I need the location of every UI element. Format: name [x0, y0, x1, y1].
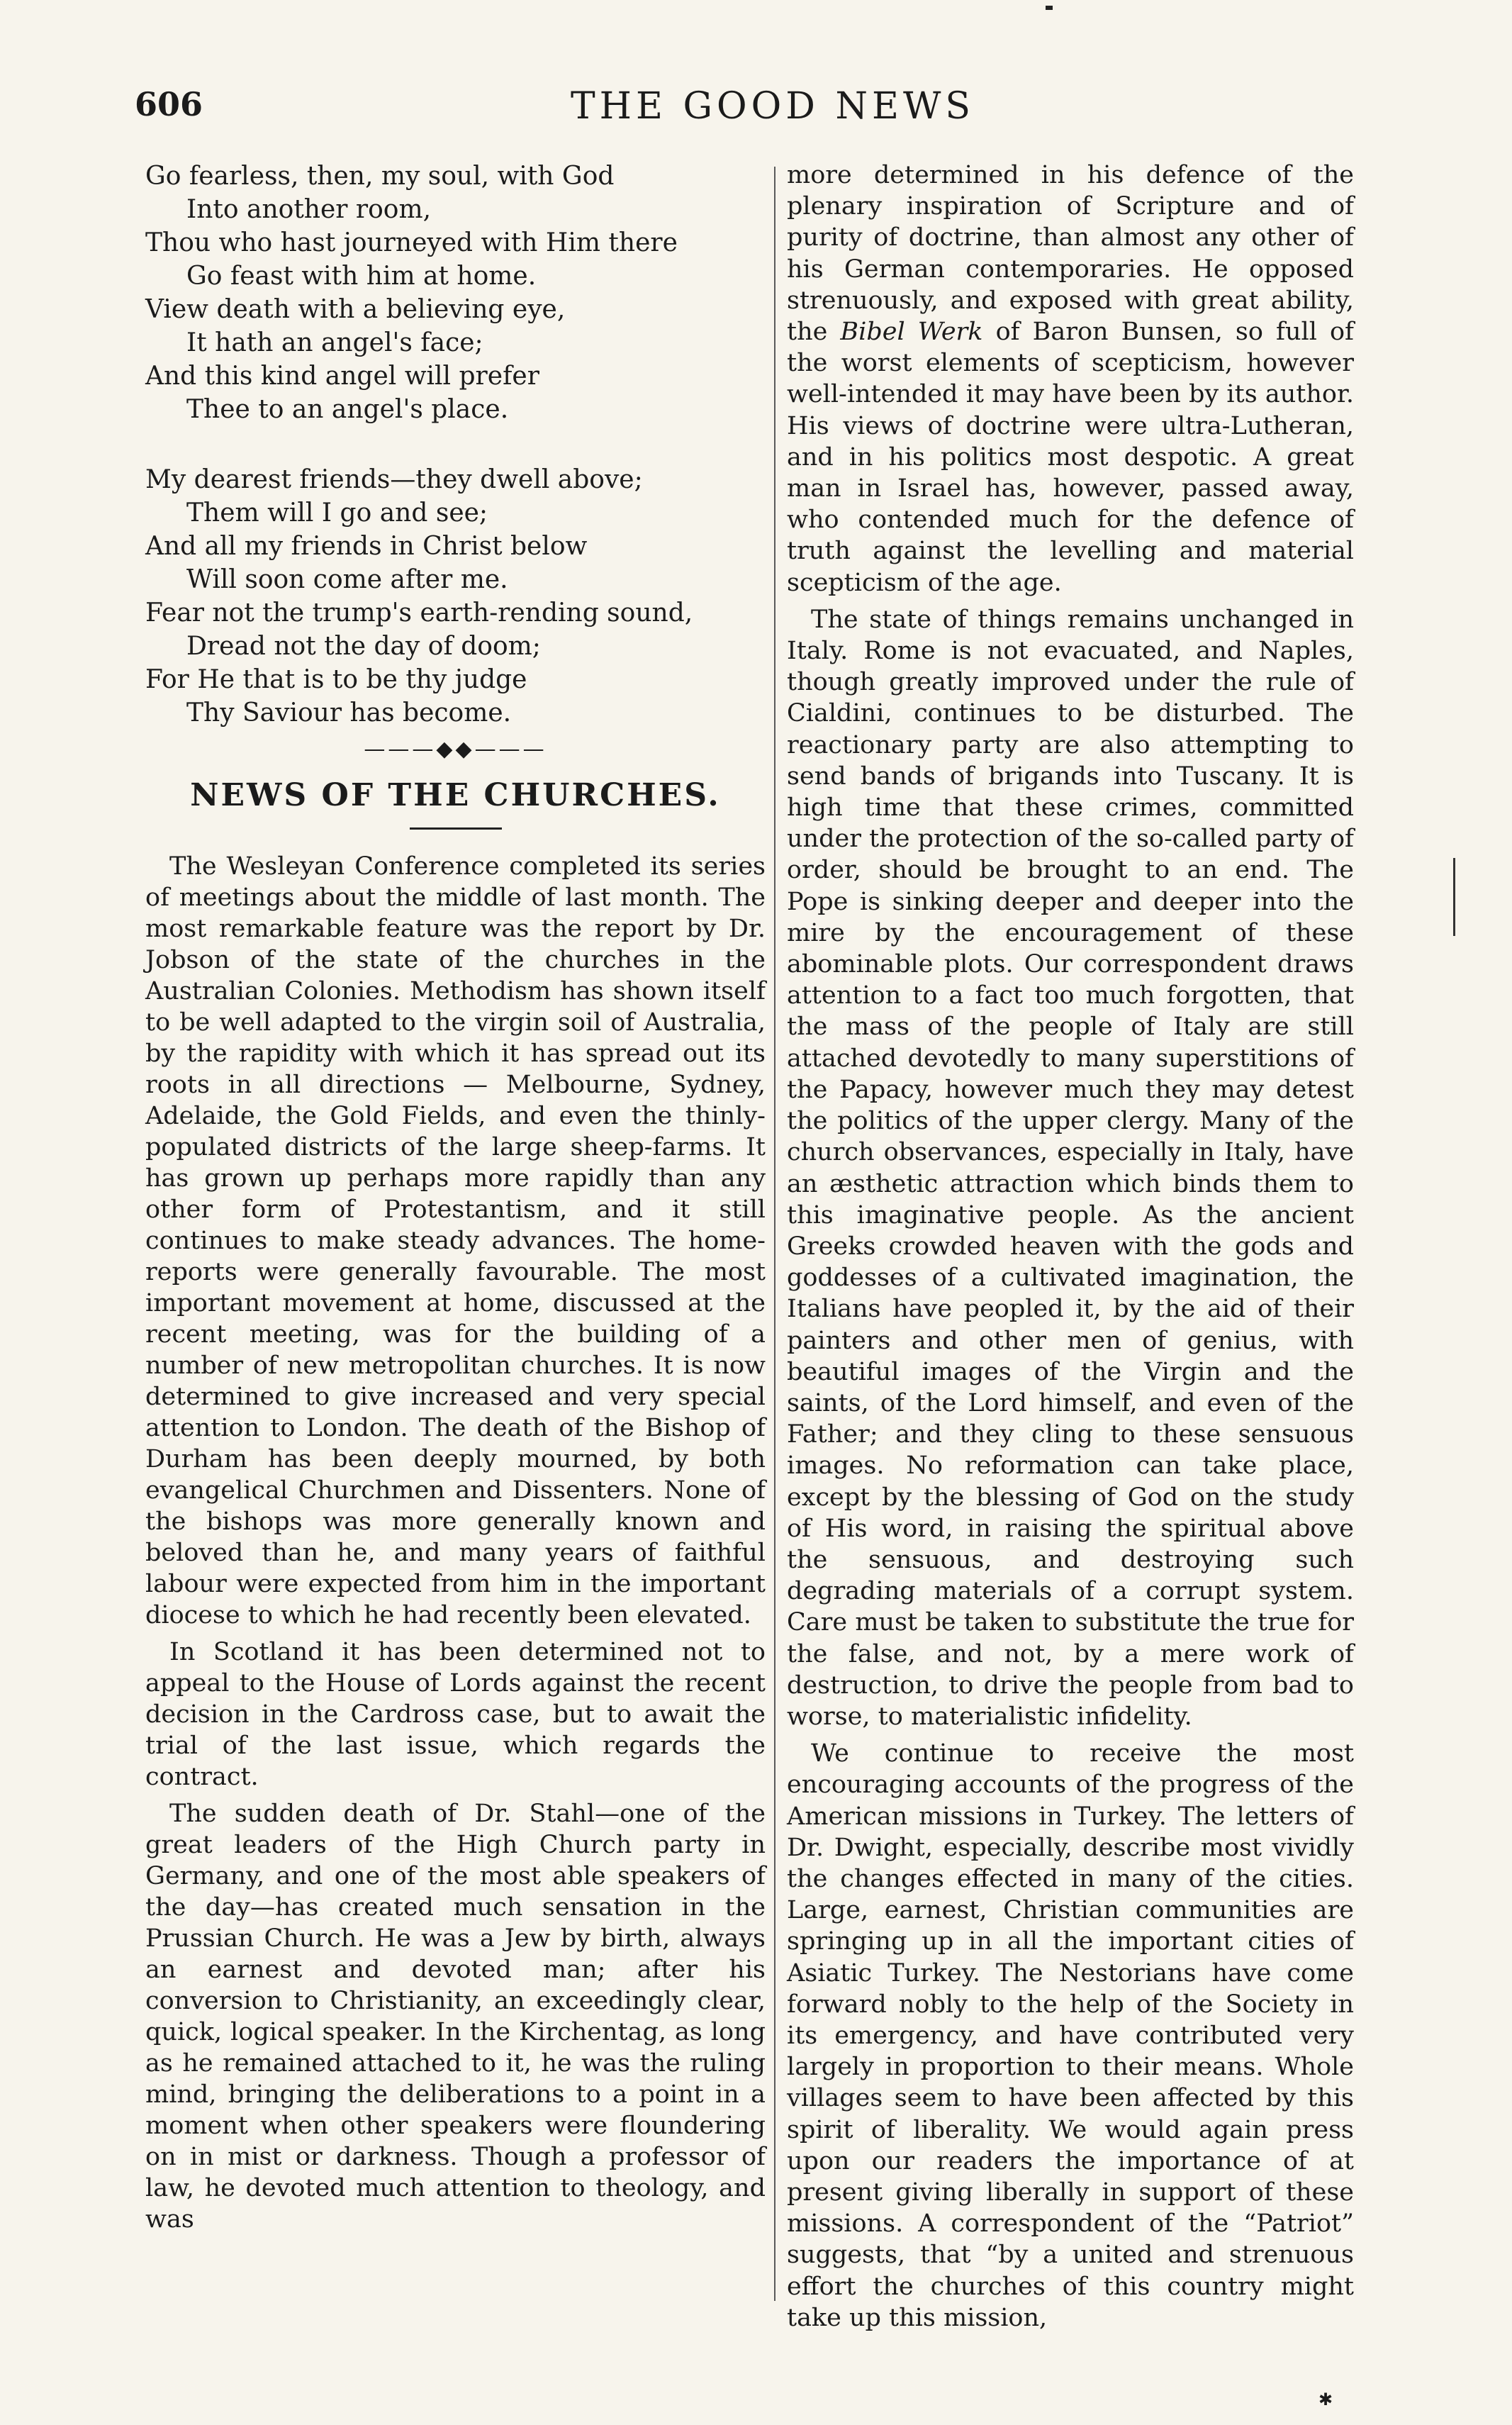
poem-line: And this kind angel will prefer [145, 362, 539, 391]
column-divider [774, 167, 775, 2301]
article-paragraph [787, 160, 1354, 598]
poem-line: Into another room, [186, 195, 432, 224]
poem-line: Dread not the day of doom; [186, 632, 541, 661]
poem-line: And all my friends in Christ below [145, 532, 588, 561]
poem-line: For He that is to be thy judge [145, 665, 527, 694]
article-paragraph: The Wesleyan Conference completed its series of meetings about the middle of last month. The most remarkable feature was the report by Dr. Jobson of the state of the churches in the Australian Colonies. Methodism has shown itself to be well adapted to the virgin soil of Australia, by the rapidity with which it has spread out its roots in all directions — Melbourne, Sydney, Adelaide, the Gold Fields, and even the thinly-populated districts of the large sheep-farms. It has grown up perhaps more rapidly than any other form of Protestantism, and it still continues to make steady advances. The home-reports were generally favourable. The most important movement at home, discussed at the recent meeting, was for the building of a number of new metropolitan churches. It is now determined to give increased and very special attention to London. The death of the Bishop of Durham has been deeply mourned, by both evangelical Churchmen and Dissenters. None of the bishops was more generally known and beloved than he, and many years of faithful labour were expected from him in the important diocese to which he had recently been elevated. [145, 852, 766, 1629]
poem-stanza-1 [145, 160, 766, 426]
poem-line: My dearest friends—they dwell above; [145, 465, 643, 494]
poem-line: Thy Saviour has become. [186, 698, 512, 728]
article-paragraph [787, 1738, 1354, 2334]
ornament-divider: ———◆◆——— [364, 737, 547, 762]
text-run: We continue to receive the most encouraging accounts of the progress of the American missions in Turkey. The letters of Dr. Dwight, especially, describe most vividly the changes effected in many of the cities. Large, earnest, Christian communities are springing up in all the important cities of Asiatic Turkey. The Nestorians have come forward nobly to the help of the Society in its emergency, and have contributed very largely in proportion to their means. Whole villages seem to have been affected by this spirit of liberality. We would again press upon our readers the importance of at present giving liberally in support of these missions. A correspondent of the “Patriot” suggests, that “by a united and strenuous effort the churches of this country might take up this mission, [787, 1739, 1354, 2332]
section-rule [410, 827, 502, 830]
poem-line: Thou who hast journeyed with Him there [145, 228, 678, 257]
poem [145, 160, 766, 730]
margin-mark [1453, 858, 1455, 936]
text-run: of Baron Bunsen, so full of the worst elements of scepticism, however well-intended it may have been by its author. His views of doctrine were ultra-Lutheran, and in his politics most despotic. A great man in Israel has, however, passed away, who contended much for the defence of truth against the levelling and material scepticism of the age. [787, 318, 1354, 597]
running-title: THE GOOD NEWS [570, 85, 975, 128]
poem-line: View death with a believing eye, [145, 295, 566, 324]
poem-line: It hath an angel's face; [186, 328, 483, 357]
article-paragraph: In Scotland it has been determined not to appeal to the House of Lords against the recent decision in the Cardross case, but to await the trial of the last issue, which regards the contract. [145, 1638, 766, 1791]
poem-line: Go feast with him at home. [186, 262, 537, 291]
page-number: 606 [135, 85, 203, 123]
text-run: more determined in his defence of the plenary inspiration of Scripture and of purity of doctrine, than almost any other of his German contemporaries. He opposed strenuously, and exposed with great ability, the [787, 161, 1354, 347]
print-speck [1046, 6, 1053, 10]
poem-line: Them will I go and see; [186, 498, 488, 528]
article-paragraph [787, 604, 1354, 1732]
print-mark: ✱ [1318, 2390, 1333, 2409]
text-run: The state of things remains unchanged in Italy. Rome is not evacuated, and Naples, though greatly improved under the rule of Cialdini, continues to be disturbed. The reactionary party are also attempting to send bands of brigands into Tuscany. It is high time that these crimes, committed under the protection of the so-called party of order, should be brought to an end. The Pope is sinking deeper and deeper into the mire by the encouragement of these abominable plots. Our correspondent draws attention to a fact too much forgotten, that the mass of the people of Italy are still attached devotedly to many superstitions of the Papacy, however much they may detest the politics of the upper clergy. Many of the church observances, especially in Italy, have an æsthetic attraction which binds them to this imaginative people. As the ancient Greeks crowded heaven with the gods and goddesses of a cultivated imagination, the Italians have peopled it, by the aid of their painters and other men of genius, with beautiful images of the Virgin and the saints, of the Lord himself, and even of the Father; and they cling to these sensuous images. No reformation can take place, except by the blessing of God on the study of His word, in raising the spiritual above the sensuous, and destroying such degrading materials of a corrupt system. Care must be taken to substitute the true for the false, and not, by a mere work of destruction, to drive the people from bad to worse, to materialistic infidelity. [787, 605, 1354, 1731]
poem-stanza-2 [145, 463, 766, 730]
italic-title: Bibel Werk [840, 318, 983, 347]
poem-line: Fear not the trump's earth-rending sound, [145, 598, 693, 628]
right-column [787, 160, 1354, 2339]
article-paragraph: The sudden death of Dr. Stahl—one of the great leaders of the High Church party in Germany, and one of the most able speakers of the day—has created much sensation in the Prussian Church. He was a Jew by birth, always an earnest and devoted man; after his conversion to Christianity, an exceedingly clear, quick, logical speaker. In the Kirchentag, as long as he remained attached to it, he was the ruling mind, bringing the deliberations to a point in a moment when other speakers were floundering on in mist or darkness. Though a professor of law, he devoted much attention to theology, and was [145, 1800, 766, 2234]
left-column [145, 160, 766, 2241]
section-title: NEWS OF THE CHURCHES. [190, 777, 721, 813]
poem-line: Go fearless, then, my soul, with God [145, 162, 615, 191]
poem-line: Will soon come after me. [186, 565, 508, 594]
poem-line: Thee to an angel's place. [186, 395, 509, 424]
page-header [135, 85, 1411, 142]
